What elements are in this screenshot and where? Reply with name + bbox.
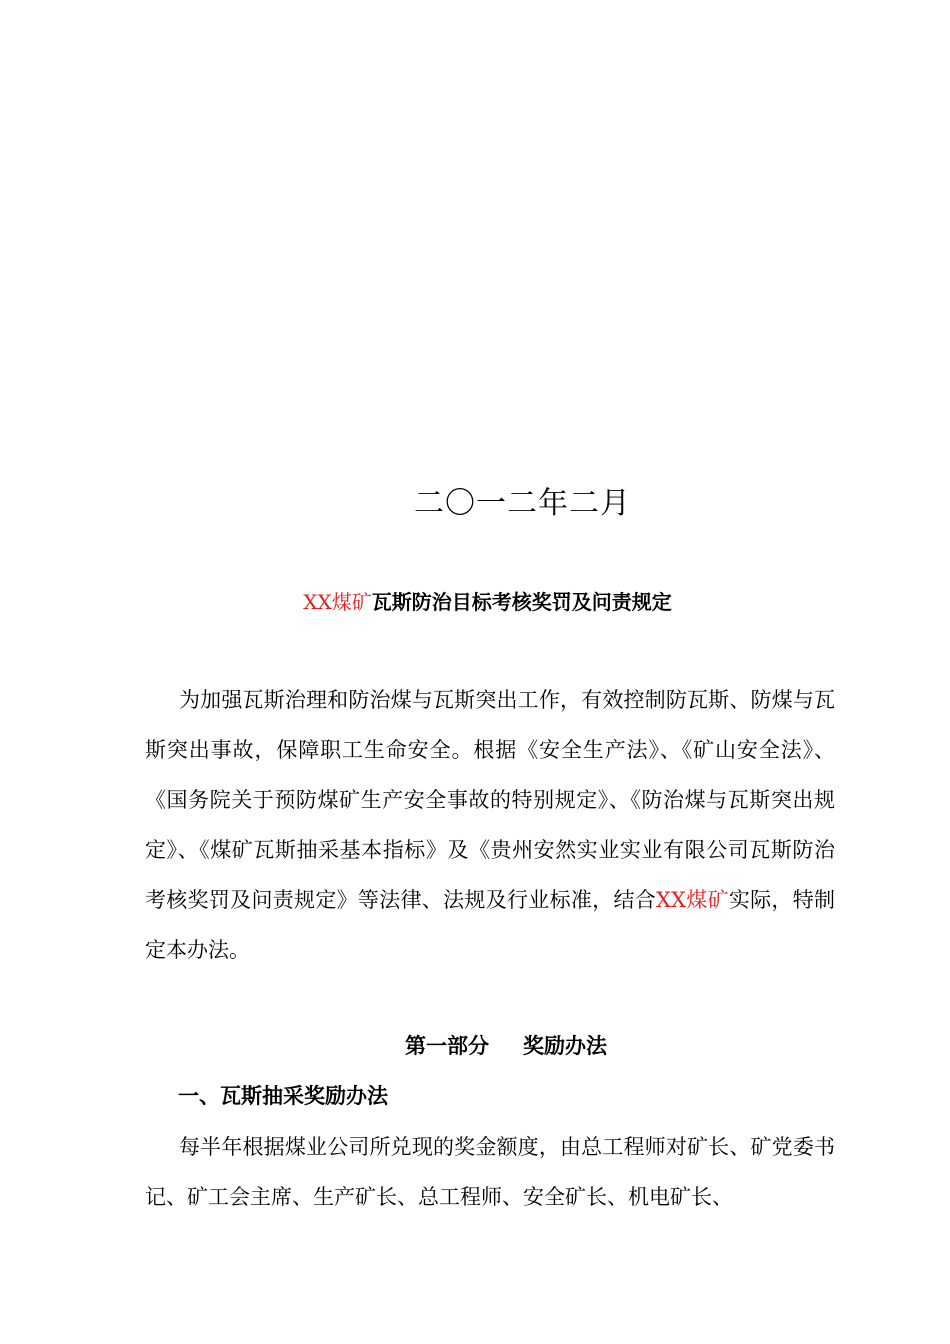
intro-paragraph: [145, 675, 835, 975]
section-name: 奖励办法: [523, 1033, 607, 1058]
intro-text-before: 为加强瓦斯治理和防治煤与瓦斯突出工作，有效控制防瓦斯、防煤与瓦斯突出事故，保障职工生命安全。根据《安全生产法》、《矿山安全法》、《国务院关于预防煤矿生产安全事故的特别规定》、《防治煤与瓦斯突出规定》、《煤矿瓦斯抽采基本指标》及《贵州安然实业实业有限公司瓦斯防治考核奖罚及问责规定》等法律、法规及行业标准，结合: [145, 688, 835, 912]
intro-mine-name: XX煤矿: [656, 888, 729, 912]
section-heading: [0, 1030, 950, 1060]
reward-paragraph: 每半年根据煤业公司所兑现的奖金额度，由总工程师对矿长、矿党委书记、矿工会主席、生产矿长、总工程师、安全矿长、机电矿长、: [145, 1135, 835, 1209]
section-part-label: 第一部分: [405, 1033, 489, 1058]
subsection-heading: 一、瓦斯抽采奖励办法: [178, 1083, 388, 1108]
intro-text-after: 实际，特制定本办法。: [145, 888, 836, 962]
cover-date: 二〇一二年二月: [414, 486, 631, 521]
document-title: [0, 586, 950, 615]
title-text: 瓦斯防治目标考核奖罚及问责规定: [371, 590, 672, 614]
title-mine-name: XX煤矿: [303, 590, 372, 614]
